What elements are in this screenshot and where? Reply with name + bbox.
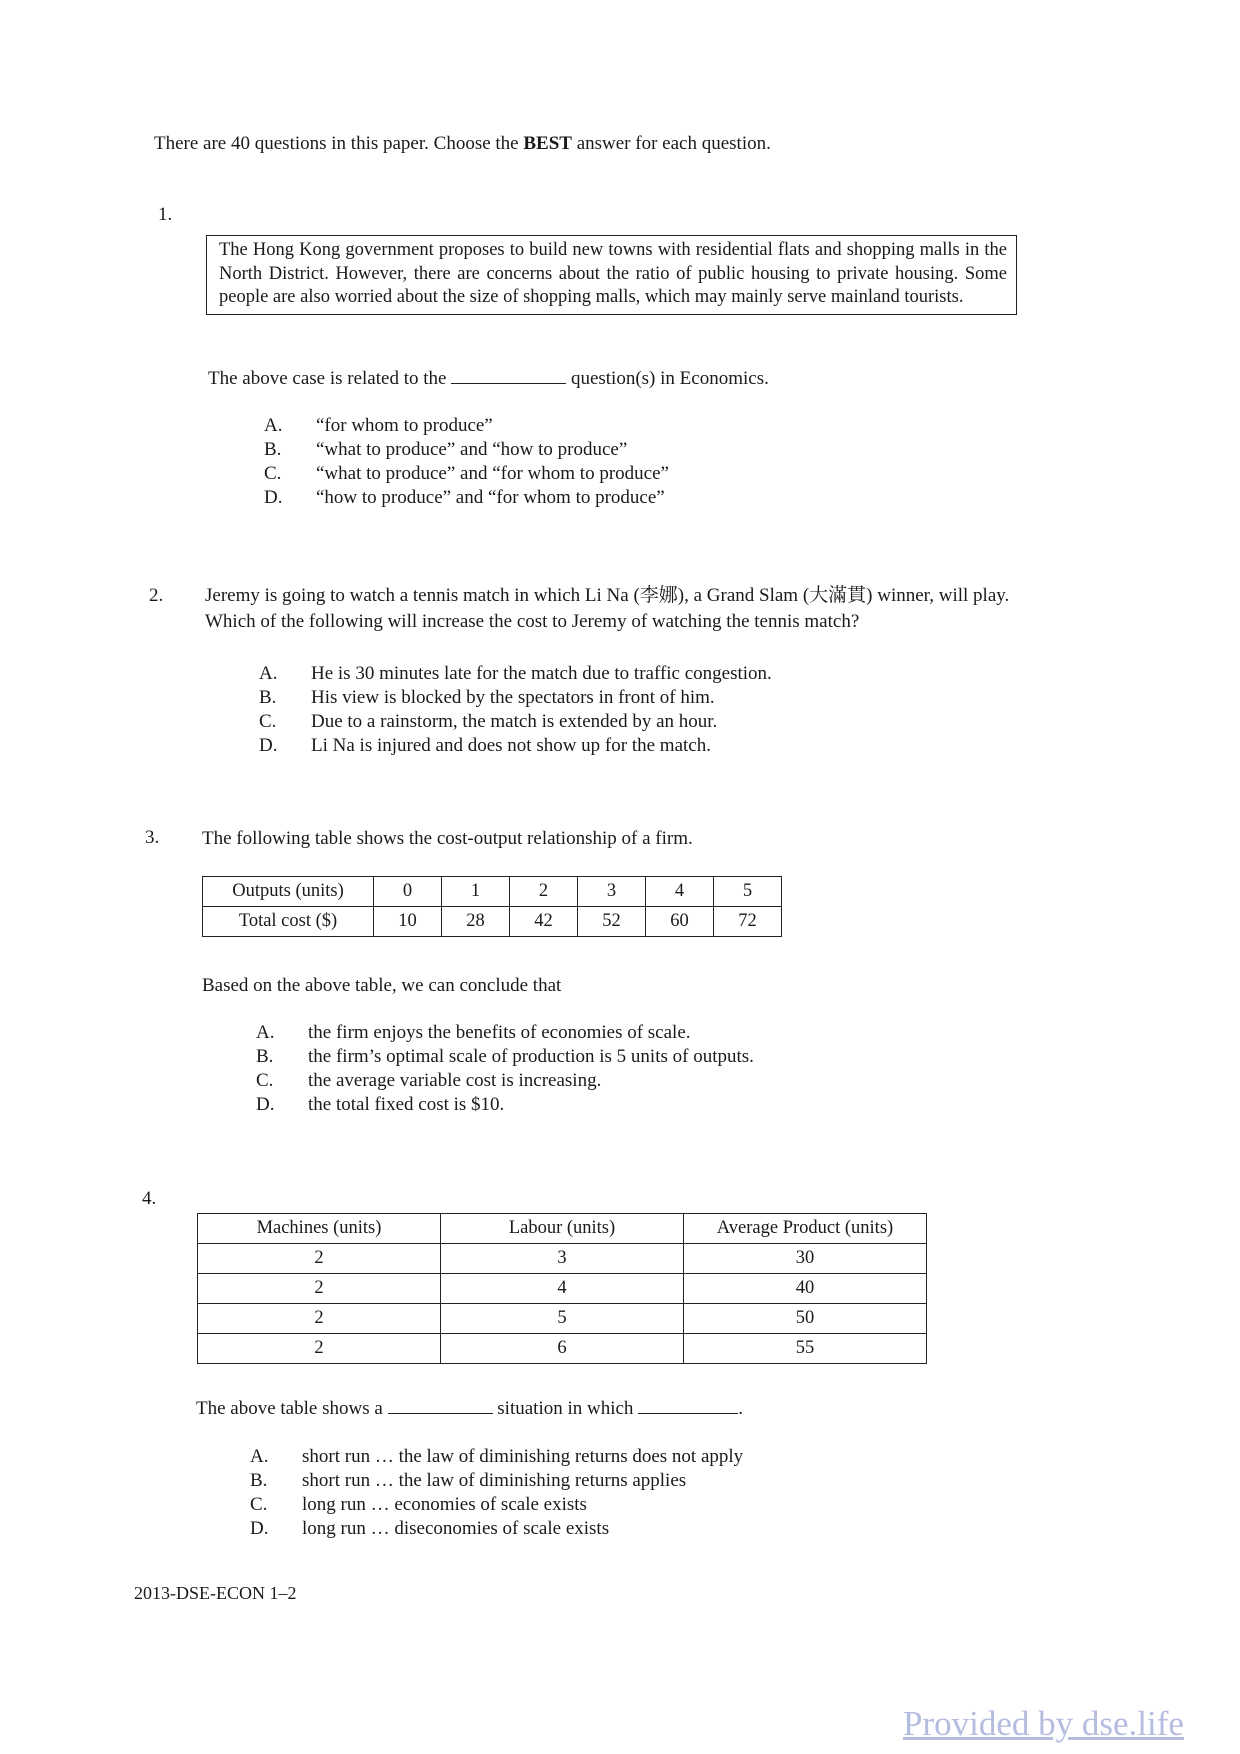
option-text: “what to produce” and “for whom to produce” bbox=[316, 463, 669, 484]
question-1-stem bbox=[208, 366, 769, 392]
question-3-conclude: Based on the above table, we can conclude that bbox=[202, 975, 562, 996]
answer-blank bbox=[451, 366, 566, 384]
row-label-total-cost: Total cost ($) bbox=[203, 907, 374, 937]
option-letter: B. bbox=[259, 687, 277, 708]
cost-output-table bbox=[202, 876, 782, 937]
question-1-stem-end: question(s) in Economics. bbox=[570, 368, 769, 389]
table-cell: 2 bbox=[198, 1244, 441, 1274]
option-text: “what to produce” and “how to produce” bbox=[316, 439, 628, 460]
option-text: the average variable cost is increasing. bbox=[308, 1070, 602, 1091]
option-letter: A. bbox=[250, 1446, 269, 1467]
option-letter: A. bbox=[256, 1022, 275, 1043]
question-2-stem-line-1: Jeremy is going to watch a tennis match in which Li Na (李娜), a Grand Slam (大滿貫) winner, will play. bbox=[205, 585, 1010, 606]
table-cell: 6 bbox=[441, 1334, 684, 1364]
table-cell: 60 bbox=[646, 907, 714, 937]
instructions-emphasis: BEST bbox=[523, 133, 572, 154]
question-4-option-c bbox=[250, 1493, 743, 1517]
instructions-text-end: answer for each question. bbox=[571, 133, 771, 154]
table-row bbox=[198, 1244, 927, 1274]
question-2-number: 2. bbox=[149, 585, 164, 606]
table-cell: 3 bbox=[578, 877, 646, 907]
question-2-option-c bbox=[259, 710, 772, 734]
table-row bbox=[198, 1274, 927, 1304]
question-1-number: 1. bbox=[158, 204, 173, 225]
question-2-stem-line-2: Which of the following will increase the cost to Jeremy of watching the tennis match? bbox=[205, 611, 860, 632]
question-3-option-c bbox=[256, 1069, 754, 1093]
instructions-text: There are 40 questions in this paper. Choose the bbox=[154, 133, 524, 154]
table-row bbox=[198, 1304, 927, 1334]
table-cell: 2 bbox=[510, 877, 578, 907]
option-letter: B. bbox=[250, 1470, 268, 1491]
option-text: long run … diseconomies of scale exists bbox=[302, 1518, 610, 1539]
question-3-stem: The following table shows the cost-output relationship of a firm. bbox=[202, 828, 693, 849]
question-1-option-a bbox=[264, 414, 669, 438]
option-text: His view is blocked by the spectators in front of him. bbox=[311, 687, 715, 708]
option-text: short run … the law of diminishing returns applies bbox=[302, 1470, 687, 1491]
option-text: Due to a rainstorm, the match is extended by an hour. bbox=[311, 711, 718, 732]
table-cell: 5 bbox=[441, 1304, 684, 1334]
option-letter: D. bbox=[259, 735, 278, 756]
table-cell: 2 bbox=[198, 1334, 441, 1364]
table-cell: 4 bbox=[441, 1274, 684, 1304]
question-3-number: 3. bbox=[145, 827, 160, 848]
column-header: Machines (units) bbox=[198, 1214, 441, 1244]
row-label-outputs: Outputs (units) bbox=[203, 877, 374, 907]
option-text: the firm enjoys the benefits of economies of scale. bbox=[308, 1022, 691, 1043]
table-row bbox=[198, 1334, 927, 1364]
option-letter: B. bbox=[256, 1046, 274, 1067]
paper-code: 2013-DSE-ECON 1–2 bbox=[134, 1583, 297, 1603]
table-cell: 10 bbox=[374, 907, 442, 937]
question-4-stem-mid: situation in which bbox=[497, 1398, 634, 1419]
table-row bbox=[203, 907, 782, 937]
question-3-option-b bbox=[256, 1045, 754, 1069]
question-2-option-b bbox=[259, 686, 772, 710]
table-row bbox=[203, 877, 782, 907]
table-cell: 40 bbox=[684, 1274, 927, 1304]
question-2-option-a bbox=[259, 662, 772, 686]
table-cell: 4 bbox=[646, 877, 714, 907]
column-header: Average Product (units) bbox=[684, 1214, 927, 1244]
table-cell: 5 bbox=[714, 877, 782, 907]
question-3-option-a bbox=[256, 1021, 754, 1045]
table-cell: 0 bbox=[374, 877, 442, 907]
table-cell: 42 bbox=[510, 907, 578, 937]
option-letter: D. bbox=[250, 1518, 269, 1539]
option-text: He is 30 minutes late for the match due to traffic congestion. bbox=[311, 663, 772, 684]
option-text: “how to produce” and “for whom to produce” bbox=[316, 487, 665, 508]
question-3-option-d bbox=[256, 1093, 754, 1117]
question-4-option-d bbox=[250, 1517, 743, 1541]
question-2-option-d bbox=[259, 734, 772, 758]
table-cell: 55 bbox=[684, 1334, 927, 1364]
question-1-option-d bbox=[264, 486, 669, 510]
question-1-options bbox=[264, 414, 669, 510]
question-1-stem-start: The above case is related to the bbox=[208, 368, 447, 389]
table-cell: 2 bbox=[198, 1274, 441, 1304]
question-4-options bbox=[250, 1445, 743, 1541]
question-4-number: 4. bbox=[142, 1188, 157, 1209]
question-2-stem bbox=[205, 583, 1009, 635]
table-cell: 30 bbox=[684, 1244, 927, 1274]
option-letter: C. bbox=[256, 1070, 274, 1091]
question-1-case-box bbox=[206, 235, 1017, 315]
option-letter: D. bbox=[264, 487, 283, 508]
option-text: short run … the law of diminishing returns does not apply bbox=[302, 1446, 744, 1467]
table-cell: 2 bbox=[198, 1304, 441, 1334]
option-letter: C. bbox=[264, 463, 282, 484]
table-cell: 3 bbox=[441, 1244, 684, 1274]
question-4-option-a bbox=[250, 1445, 743, 1469]
watermark-link[interactable]: Provided by dse.life bbox=[903, 1704, 1184, 1743]
question-4-stem-start: The above table shows a bbox=[196, 1398, 383, 1419]
question-2-options bbox=[259, 662, 772, 758]
option-letter: C. bbox=[250, 1494, 268, 1515]
question-4-option-b bbox=[250, 1469, 743, 1493]
answer-blank bbox=[388, 1396, 493, 1414]
table-cell: 52 bbox=[578, 907, 646, 937]
table-header-row bbox=[198, 1214, 927, 1244]
option-text: the firm’s optimal scale of production is 5 units of outputs. bbox=[308, 1046, 754, 1067]
answer-blank bbox=[638, 1396, 738, 1414]
question-1-option-b bbox=[264, 438, 669, 462]
table-cell: 1 bbox=[442, 877, 510, 907]
option-text: Li Na is injured and does not show up for the match. bbox=[311, 735, 711, 756]
question-3-options bbox=[256, 1021, 754, 1117]
option-text: “for whom to produce” bbox=[316, 415, 493, 436]
column-header: Labour (units) bbox=[441, 1214, 684, 1244]
question-4-stem-end: . bbox=[738, 1398, 743, 1419]
option-letter: A. bbox=[259, 663, 278, 684]
option-letter: D. bbox=[256, 1094, 275, 1115]
instructions bbox=[154, 133, 771, 155]
option-text: the total fixed cost is $10. bbox=[308, 1094, 505, 1115]
option-letter: A. bbox=[264, 415, 283, 436]
question-1-option-c bbox=[264, 462, 669, 486]
table-cell: 28 bbox=[442, 907, 510, 937]
table-cell: 50 bbox=[684, 1304, 927, 1334]
option-text: long run … economies of scale exists bbox=[302, 1494, 587, 1515]
table-cell: 72 bbox=[714, 907, 782, 937]
option-letter: B. bbox=[264, 439, 282, 460]
question-4-stem bbox=[196, 1396, 743, 1422]
option-letter: C. bbox=[259, 711, 277, 732]
average-product-table bbox=[197, 1213, 927, 1364]
question-1-case-text: The Hong Kong government proposes to build new towns with residential flats and shopping malls in the North District. However, there are concerns about the ratio of public housing to private housing. Some people are also worried about the size of shopping malls, which may mainly serve mainland tourists. bbox=[219, 240, 1007, 307]
